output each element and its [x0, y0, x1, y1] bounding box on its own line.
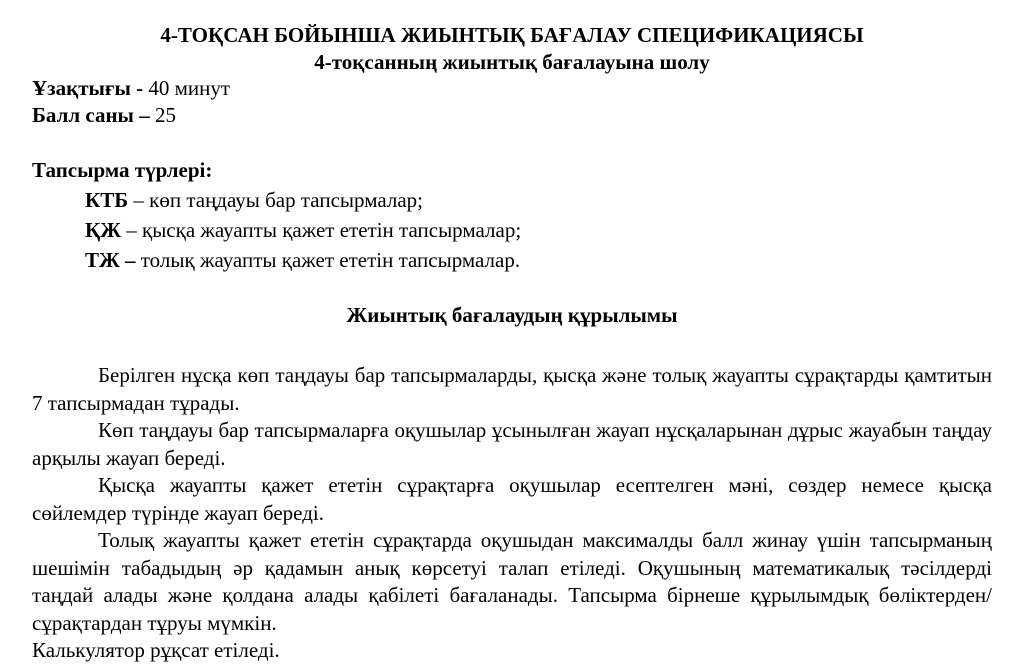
- score-line: [32, 102, 992, 129]
- task-types-heading: Тапсырма түрлері:: [32, 158, 213, 182]
- structure-paragraph: Толық жауапты қажет ететін сұрақтарда оқушыдан максималды балл жинау үшін тапсырманың шешімін табадыдың әр қадамын анық көрсетуі талап етіледі. Оқушының математикалық тәсілдерді таңдай алады және қолдана алады қабілеті бағаланады. Тапсырма бірнеше құрылымдық бөліктерден/сұрақтардан тұруы мүмкін.: [32, 528, 992, 635]
- document-title: 4-ТОҚСАН БОЙЫНША ЖИЫНТЫҚ БАҒАЛАУ СПЕЦИФИКАЦИЯСЫ: [160, 23, 864, 47]
- score-value: 25: [154, 103, 176, 127]
- task-type-abbr: ТЖ –: [85, 248, 136, 272]
- structure-heading: Жиынтық бағалаудың құрылымы: [346, 303, 678, 327]
- structure-paragraph: Қысқа жауапты қажет ететін сұрақтарға оқушылар есептелген мәні, сөздер немесе қысқа сөйлемдер түрінде жауап береді.: [32, 473, 992, 525]
- document-page: [32, 22, 992, 665]
- task-type-desc: – қысқа жауапты қажет ететін тапсырмалар;: [126, 218, 522, 242]
- document-subtitle: 4-тоқсанның жиынтық бағалауына шолу: [314, 50, 710, 74]
- duration-line: [32, 75, 992, 102]
- calculator-note: Калькулятор рұқсат етіледі.: [32, 638, 280, 662]
- task-type-item: [32, 215, 992, 245]
- task-type-desc: – көп таңдауы бар тапсырмалар;: [133, 188, 423, 212]
- structure-paragraph: Берілген нұсқа көп таңдауы бар тапсырмаларды, қысқа және толық жауапты сұрақтарды қамтитын 7 тапсырмадан тұрады.: [32, 363, 992, 415]
- task-type-item: [32, 185, 992, 215]
- structure-paragraph: Көп таңдауы бар тапсырмаларға оқушылар ұсынылған жауап нұсқаларынан дұрыс жауабын таңдау арқылы жауап береді.: [32, 418, 992, 470]
- duration-label: Ұзақтығы -: [32, 76, 144, 100]
- score-label: Балл саны –: [32, 103, 150, 127]
- task-type-desc: толық жауапты қажет ететін тапсырмалар.: [140, 248, 521, 272]
- task-type-abbr: КТБ: [85, 188, 129, 212]
- task-type-item: [32, 245, 992, 275]
- spacer: [32, 129, 992, 156]
- task-type-abbr: ҚЖ: [85, 218, 121, 242]
- duration-value: 40 минут: [148, 76, 231, 100]
